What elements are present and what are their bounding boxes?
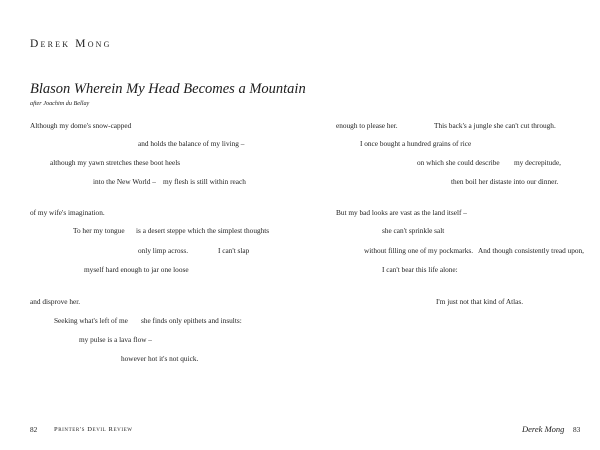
poem-line: she can't sprinkle salt (382, 226, 445, 235)
poem-line: Seeking what's left of me (54, 316, 128, 325)
poem-line: however hot it's not quick. (121, 354, 199, 363)
poem-line: and holds the balance of my living – (138, 139, 245, 148)
poem-line: To her my tongue (73, 226, 125, 235)
left-page-number: 82 (30, 425, 38, 434)
poem-line: without filling one of my pockmarks. (364, 246, 474, 255)
poem-line: myself hard enough to jar one loose (84, 265, 189, 274)
journal-name: Printer's Devil Review (54, 426, 133, 433)
poem-line: of my wife's imagination. (30, 208, 105, 217)
footer-author: Derek Mong (522, 424, 565, 434)
poem-subtitle: after Joachim du Bellay (30, 100, 90, 107)
poem-line: my decrepitude, (514, 158, 562, 167)
poem-line: enough to please her. (336, 121, 398, 130)
poem-line: But my bad looks are vast as the land itself – (336, 208, 467, 217)
poem-line: my pulse is a lava flow – (79, 335, 152, 344)
poem-line: I once bought a hundred grains of rice (360, 139, 472, 148)
poem-line: into the New World – (93, 177, 156, 186)
author-header: Derek Mong (30, 38, 112, 50)
poem-line: my flesh is still within reach (163, 177, 246, 186)
poem-line: And though consistently tread upon, (478, 246, 584, 255)
poem-line: then boil her distaste into our dinner. (451, 177, 559, 186)
poem-line: I'm just not that kind of Atlas. (436, 297, 524, 306)
poem-line: although my yawn stretches these boot heels (50, 158, 181, 167)
poem-line: only limp across. (138, 246, 189, 255)
poem-line: she finds only epithets and insults: (141, 316, 242, 325)
poem-line: Although my dome's snow-capped (30, 121, 132, 130)
right-page-number: 83 (573, 425, 581, 434)
poem-line: is a desert steppe which the simplest thoughts (136, 226, 270, 235)
poem-line: on which she could describe (417, 158, 500, 167)
poem-title: Blason Wherein My Head Becomes a Mountain (30, 81, 306, 97)
poem-line: I can't slap (218, 246, 250, 255)
poem-line: This back's a jungle she can't cut through. (434, 121, 556, 130)
poem-line: and disprove her. (30, 297, 81, 306)
poem-line: I can't bear this life alone: (382, 265, 458, 274)
